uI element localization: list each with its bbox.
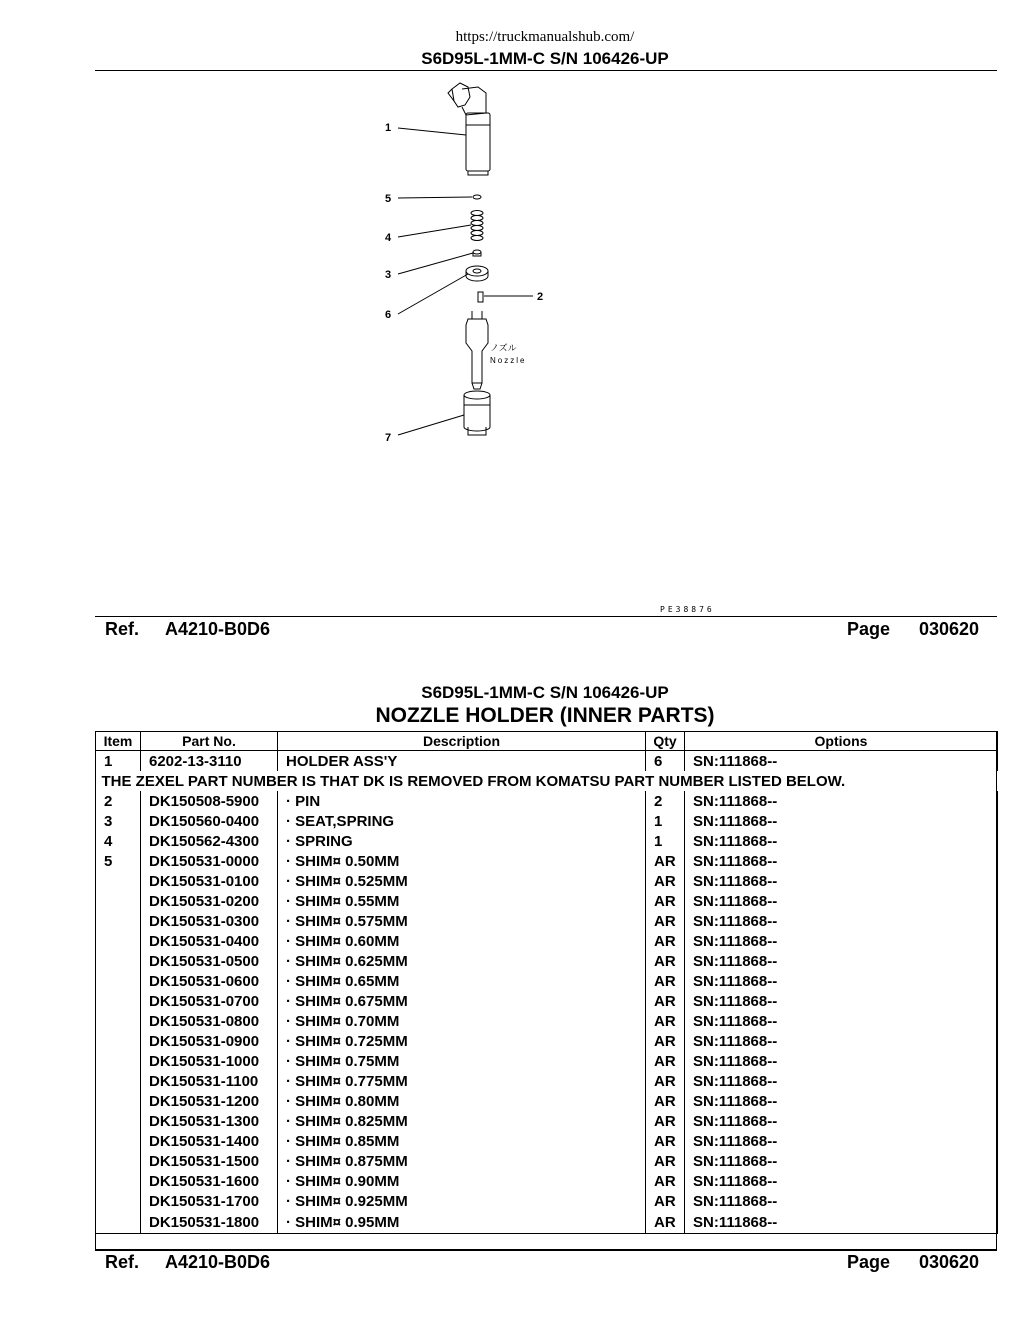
description-cell: · SHIM¤ 0.60MM — [278, 931, 646, 951]
ref-label: Ref. — [105, 619, 140, 639]
table-row — [96, 871, 998, 891]
options-cell: SN:111868-- — [685, 1151, 998, 1171]
part-no-cell: DK150531-0400 — [141, 931, 278, 951]
table-row — [96, 931, 998, 951]
item-cell — [96, 1151, 141, 1171]
options-cell: SN:111868-- — [685, 791, 998, 811]
leader-line-4 — [398, 225, 471, 237]
qty-cell: AR — [646, 1111, 685, 1131]
nozzle-label-jp: ノズル — [490, 343, 517, 353]
leader-line-6 — [398, 274, 468, 314]
options-cell: SN:111868-- — [685, 751, 998, 772]
part-no-cell: DK150531-1500 — [141, 1151, 278, 1171]
description-cell: · SHIM¤ 0.725MM — [278, 1031, 646, 1051]
part-no-cell: DK150531-1200 — [141, 1091, 278, 1111]
nozzle-shape — [466, 311, 488, 389]
item-cell — [96, 1071, 141, 1091]
part-no-cell: DK150531-0900 — [141, 1031, 278, 1051]
qty-cell: 1 — [646, 831, 685, 851]
item-cell — [96, 951, 141, 971]
table-row — [96, 1011, 998, 1031]
item-cell — [96, 991, 141, 1011]
callout-7: 7 — [385, 432, 392, 444]
description-cell: · SHIM¤ 0.925MM — [278, 1191, 646, 1211]
page-value-bottom: 030620 — [919, 1252, 980, 1272]
item-cell — [96, 1131, 141, 1151]
distance-piece-shape — [466, 266, 488, 281]
item-cell: 2 — [96, 791, 141, 811]
options-cell: SN:111868-- — [685, 951, 998, 971]
header-part-no: Part No. — [141, 732, 278, 751]
description-cell: · SHIM¤ 0.675MM — [278, 991, 646, 1011]
header-qty: Qty — [646, 732, 685, 751]
part-no-cell: DK150562-4300 — [141, 831, 278, 851]
part-no-cell: 6202-13-3110 — [141, 751, 278, 772]
options-cell: SN:111868-- — [685, 971, 998, 991]
description-cell: · SHIM¤ 0.575MM — [278, 911, 646, 931]
table-row — [96, 751, 998, 772]
callout-6: 6 — [385, 309, 392, 321]
qty-cell: AR — [646, 1211, 685, 1234]
item-cell: 1 — [96, 751, 141, 772]
part-no-cell: DK150508-5900 — [141, 791, 278, 811]
description-cell: · SHIM¤ 0.825MM — [278, 1111, 646, 1131]
item-cell — [96, 911, 141, 931]
part-no-cell: DK150531-1800 — [141, 1211, 278, 1234]
table-row — [96, 1151, 998, 1171]
description-cell: · PIN — [278, 791, 646, 811]
description-cell: · SHIM¤ 0.90MM — [278, 1171, 646, 1191]
options-cell: SN:111868-- — [685, 911, 998, 931]
nozzle-label-en: Nozzle — [490, 356, 527, 365]
table-row — [96, 1071, 998, 1091]
qty-cell: AR — [646, 871, 685, 891]
parts-table — [95, 731, 998, 1234]
qty-cell: AR — [646, 971, 685, 991]
qty-cell: AR — [646, 1011, 685, 1031]
qty-cell: AR — [646, 951, 685, 971]
table-row — [96, 1131, 998, 1151]
leader-line-5 — [398, 197, 472, 198]
page2-footer-divider — [95, 1250, 997, 1251]
qty-cell: AR — [646, 1171, 685, 1191]
item-cell — [96, 1091, 141, 1111]
leader-line-3 — [398, 253, 473, 274]
holder-top-shape — [462, 87, 486, 115]
part-no-cell: DK150531-0200 — [141, 891, 278, 911]
table-row — [96, 791, 998, 811]
item-cell — [96, 1051, 141, 1071]
options-cell: SN:111868-- — [685, 1091, 998, 1111]
item-cell — [96, 1031, 141, 1051]
shim-shape — [473, 195, 481, 199]
header-options: Options — [685, 732, 998, 751]
description-cell: · SHIM¤ 0.55MM — [278, 891, 646, 911]
part-no-cell: DK150531-0500 — [141, 951, 278, 971]
item-cell — [96, 1011, 141, 1031]
part-no-cell: DK150531-0300 — [141, 911, 278, 931]
qty-cell: 1 — [646, 811, 685, 831]
item-cell — [96, 891, 141, 911]
page-label: Page — [847, 619, 891, 639]
callout-1: 1 — [385, 122, 392, 134]
description-cell: HOLDER ASS'Y — [278, 751, 646, 772]
item-cell — [96, 1171, 141, 1191]
options-cell: SN:111868-- — [685, 991, 998, 1011]
leader-line-7 — [398, 415, 464, 435]
page-label-bottom: Page — [847, 1252, 891, 1272]
table-header-row — [96, 732, 998, 751]
item-cell: 4 — [96, 831, 141, 851]
description-cell: · SHIM¤ 0.75MM — [278, 1051, 646, 1071]
holder-body-shape — [466, 113, 490, 171]
item-cell — [96, 971, 141, 991]
pin-shape — [478, 292, 483, 302]
part-no-cell: DK150531-0700 — [141, 991, 278, 1011]
part-no-cell: DK150531-1000 — [141, 1051, 278, 1071]
options-cell: SN:111868-- — [685, 811, 998, 831]
options-cell: SN:111868-- — [685, 1011, 998, 1031]
note-row — [96, 771, 998, 791]
qty-cell: AR — [646, 891, 685, 911]
parts-diagram — [370, 75, 590, 455]
qty-cell: AR — [646, 1091, 685, 1111]
table-row — [96, 1111, 998, 1131]
options-cell: SN:111868-- — [685, 1031, 998, 1051]
qty-cell: 6 — [646, 751, 685, 772]
part-no-cell: DK150531-1100 — [141, 1071, 278, 1091]
retaining-nut-shape — [464, 391, 490, 435]
description-cell: · SHIM¤ 0.85MM — [278, 1131, 646, 1151]
part-no-cell: DK150531-0800 — [141, 1011, 278, 1031]
options-cell: SN:111868-- — [685, 1111, 998, 1131]
source-url: https://truckmanualshub.com/ — [455, 29, 635, 45]
item-cell — [96, 1111, 141, 1131]
description-cell: · SHIM¤ 0.95MM — [278, 1211, 646, 1234]
holder-fitting-shape — [452, 83, 470, 107]
options-cell: SN:111868-- — [685, 1131, 998, 1151]
qty-cell: AR — [646, 1191, 685, 1211]
options-cell: SN:111868-- — [685, 851, 998, 871]
qty-cell: AR — [646, 1071, 685, 1091]
model-heading: S6D95L-1MM-C S/N 106426-UP — [421, 683, 669, 702]
item-cell — [96, 871, 141, 891]
table-row — [96, 1211, 998, 1234]
zexel-note: THE ZEXEL PART NUMBER IS THAT DK IS REMOVED FROM KOMATSU PART NUMBER LISTED BELOW. — [101, 772, 846, 790]
ref-value: A4210-B0D6 — [165, 619, 271, 639]
qty-cell: AR — [646, 1131, 685, 1151]
callout-4: 4 — [385, 232, 392, 244]
part-no-cell: DK150560-0400 — [141, 811, 278, 831]
table-row — [96, 951, 998, 971]
qty-cell: AR — [646, 1031, 685, 1051]
qty-cell: AR — [646, 1051, 685, 1071]
qty-cell: AR — [646, 851, 685, 871]
item-cell: 3 — [96, 811, 141, 831]
options-cell: SN:111868-- — [685, 931, 998, 951]
description-cell: · SEAT,SPRING — [278, 811, 646, 831]
qty-cell: AR — [646, 991, 685, 1011]
part-no-cell: DK150531-0600 — [141, 971, 278, 991]
spring-seat-shape — [473, 250, 481, 256]
spring-shape — [471, 211, 483, 241]
header-item: Item — [96, 732, 141, 751]
table-row — [96, 811, 998, 831]
options-cell: SN:111868-- — [685, 891, 998, 911]
part-no-cell: DK150531-0000 — [141, 851, 278, 871]
top-divider — [95, 70, 997, 71]
part-no-cell: DK150531-1700 — [141, 1191, 278, 1211]
table-row — [96, 851, 998, 871]
ref-label-bottom: Ref. — [105, 1252, 140, 1272]
table-row — [96, 1051, 998, 1071]
description-cell: · SHIM¤ 0.875MM — [278, 1151, 646, 1171]
description-cell: · SHIM¤ 0.775MM — [278, 1071, 646, 1091]
part-no-cell: DK150531-1600 — [141, 1171, 278, 1191]
table-row — [96, 1171, 998, 1191]
page1-footer-divider — [95, 616, 997, 617]
description-cell: · SHIM¤ 0.65MM — [278, 971, 646, 991]
callout-5: 5 — [385, 193, 392, 205]
callout-2: 2 — [537, 291, 544, 303]
qty-cell: AR — [646, 911, 685, 931]
page-title: NOZZLE HOLDER (INNER PARTS) — [375, 704, 715, 727]
qty-cell: AR — [646, 931, 685, 951]
item-cell: 5 — [96, 851, 141, 871]
item-cell — [96, 1211, 141, 1234]
table-row — [96, 1091, 998, 1111]
description-cell: · SHIM¤ 0.625MM — [278, 951, 646, 971]
part-no-cell: DK150531-1300 — [141, 1111, 278, 1131]
table-row — [96, 1031, 998, 1051]
options-cell: SN:111868-- — [685, 831, 998, 851]
description-cell: · SPRING — [278, 831, 646, 851]
qty-cell: AR — [646, 1151, 685, 1171]
description-cell: · SHIM¤ 0.50MM — [278, 851, 646, 871]
table-row — [96, 911, 998, 931]
options-cell: SN:111868-- — [685, 1211, 998, 1234]
page-value: 030620 — [919, 619, 980, 639]
description-cell: · SHIM¤ 0.70MM — [278, 1011, 646, 1031]
table-row — [96, 991, 998, 1011]
options-cell: SN:111868-- — [685, 1071, 998, 1091]
model-heading-top: S6D95L-1MM-C S/N 106426-UP — [421, 49, 669, 68]
item-cell — [96, 1191, 141, 1211]
options-cell: SN:111868-- — [685, 1051, 998, 1071]
table-row — [96, 1191, 998, 1211]
options-cell: SN:111868-- — [685, 871, 998, 891]
options-cell: SN:111868-- — [685, 1171, 998, 1191]
qty-cell: 2 — [646, 791, 685, 811]
table-row — [96, 891, 998, 911]
ref-value-bottom: A4210-B0D6 — [165, 1252, 271, 1272]
header-description: Description — [278, 732, 646, 751]
callout-3: 3 — [385, 269, 392, 281]
item-cell — [96, 931, 141, 951]
description-cell: · SHIM¤ 0.80MM — [278, 1091, 646, 1111]
part-no-cell: DK150531-0100 — [141, 871, 278, 891]
drawing-code: PE38876 — [660, 605, 715, 614]
options-cell: SN:111868-- — [685, 1191, 998, 1211]
leader-line-1 — [398, 128, 466, 135]
part-no-cell: DK150531-1400 — [141, 1131, 278, 1151]
description-cell: · SHIM¤ 0.525MM — [278, 871, 646, 891]
table-row — [96, 831, 998, 851]
table-row — [96, 971, 998, 991]
